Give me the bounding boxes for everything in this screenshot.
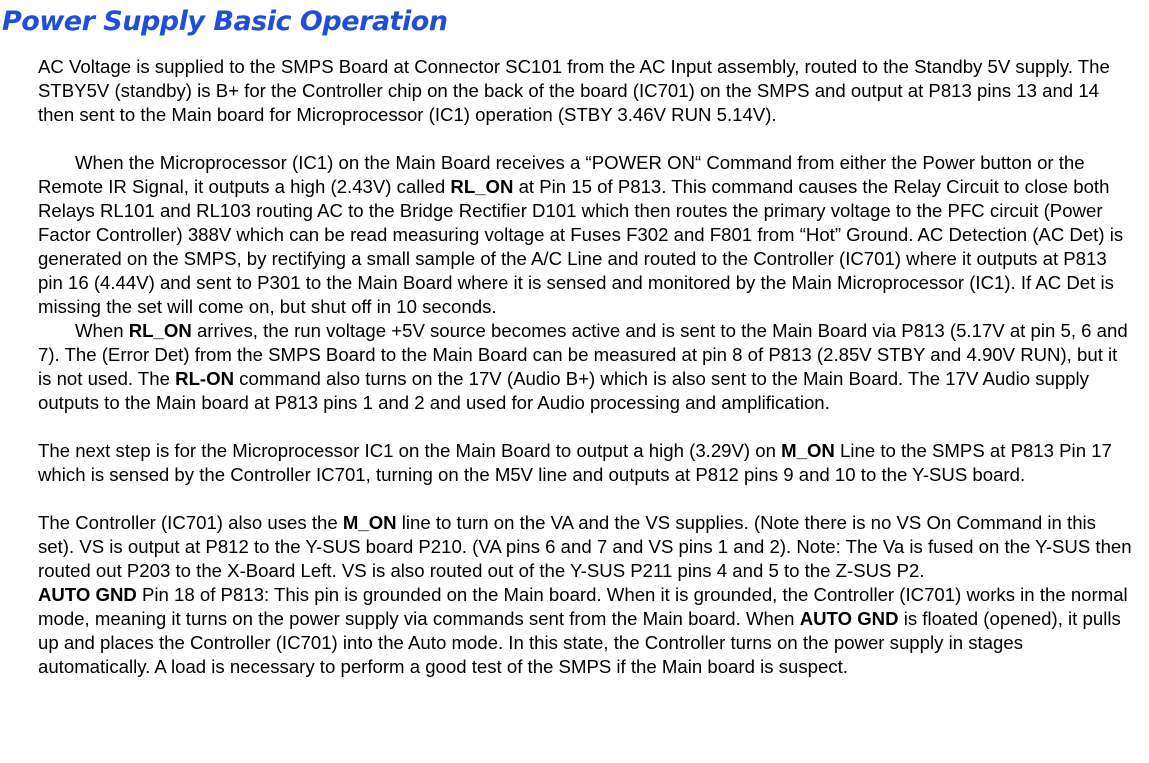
paragraph-text: When (75, 320, 129, 341)
paragraph-m-on (38, 439, 1134, 487)
signal-m-on: M_ON (781, 440, 835, 461)
paragraph-text: arrives, the run voltage +5V source becomes active and is sent to the Main Board via P813 (5.17V at pin 5, 6 and 7). The (Error Det) from the SMPS Board to the Main Board can be measured at pin 8 of P813 (2.85V STBY and 4.90V RUN), but it is not used. The (38, 320, 1128, 389)
signal-m-on: M_ON (342, 512, 397, 533)
paragraph-text: The next step is for the Microprocessor IC1 on the Main Board to output a high (3.29V) on (38, 440, 782, 461)
page-title: Power Supply Basic Operation (2, 6, 448, 37)
paragraph-text: is floated (opened), it pulls up and places the Controller (IC701) into the Auto mode. In this state, the Controller turns on the power supply in stages automatically. A load is necessary to perform a good test of the SMPS if the Main board is suspect. (38, 608, 1121, 677)
paragraph-text: command also turns on the 17V (Audio B+) which is also sent to the Main Board. The 17V Audio supply outputs to the Main board at P813 pins 1 and 2 and used for Audio processing and amplification. (38, 368, 1089, 413)
paragraph-text: Line to the SMPS at P813 Pin 17 which is sensed by the Controller IC701, turning on the M5V line and outputs at P812 pins 9 and 10 to the Y-SUS board. (38, 440, 1112, 485)
document-body (38, 55, 1134, 679)
paragraph-text: AC Voltage is supplied to the SMPS Board at Connector SC101 from the AC Input assembly, routed to the Standby 5V supply. The STBY5V (standby) is B+ for the Controller chip on the back of the board (IC701) on the SMPS and output at P813 pins 13 and 14 then sent to the Main board for Microprocessor (IC1) operation (STBY 3.46V RUN 5.14V). (38, 56, 1110, 125)
signal-auto-gnd: AUTO GND (38, 584, 137, 605)
paragraph-text: The Controller (IC701) also uses the (38, 512, 343, 533)
paragraph-power-on (38, 151, 1134, 319)
signal-rl-on: RL_ON (128, 320, 192, 341)
paragraph-text: line to turn on the VA and the VS supplies. (Note there is no VS On Command in this set). VS is output at P812 to the Y-SUS board P210. (VA pins 6 and 7 and VS pins 1 and 2). Note: The Va is fused on the Y-SUS then routed out P203 to the X-Board Left. VS is also routed out of the Y-SUS P211 pins 4 and 5 to the Z-SUS P2. (38, 512, 1132, 581)
signal-auto-gnd: AUTO GND (799, 608, 899, 629)
signal-rl-on: RL_ON (450, 176, 514, 197)
paragraph-text: at Pin 15 of P813. This command causes the Relay Circuit to close both Relays RL101 and RL103 routing AC to the Bridge Rectifier D101 which then routes the primary voltage to the PFC circuit (Power Factor Controller) 388V which can be read measuring voltage at Fuses F302 and F801 from “Hot” Ground. AC Detection (AC Det) is generated on the SMPS, by rectifying a small sample of the A/C Line and routed to the Controller (IC701) where it outputs at P813 pin 16 (4.44V) and sent to P301 to the Main Board where it is sensed and monitored by the Main Microprocessor (IC1). If AC Det is missing the set will come on, but shut off in 10 seconds. (38, 176, 1124, 317)
paragraph-ac-voltage (38, 55, 1134, 127)
paragraph-text: Pin 18 of P813: This pin is grounded on the Main board. When it is grounded, the Controller (IC701) works in the normal mode, meaning it turns on the power supply via commands sent from the Main board. When (38, 584, 1128, 629)
paragraph-text: When the Microprocessor (IC1) on the Main Board receives a “POWER ON“ Command from either the Power button or the Remote IR Signal, it outputs a high (2.43V) called (38, 152, 1085, 197)
paragraph-controller (38, 511, 1134, 583)
paragraph-auto-gnd (38, 583, 1134, 679)
paragraph-rl-on (38, 319, 1134, 415)
signal-rl-on: RL-ON (175, 368, 235, 389)
